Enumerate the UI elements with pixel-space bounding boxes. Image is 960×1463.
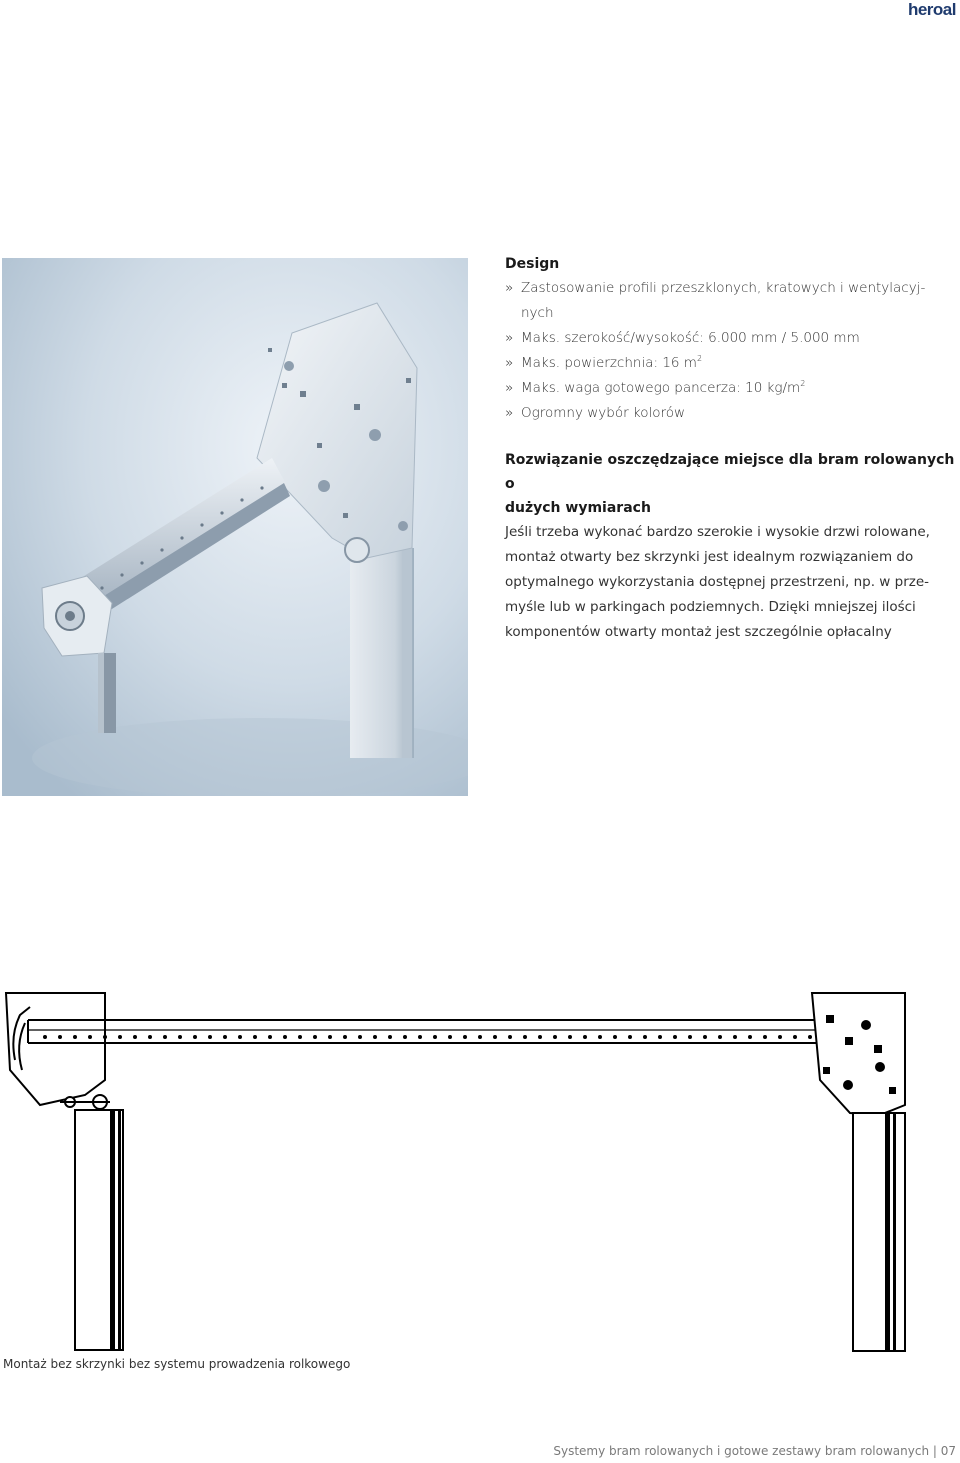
product-photo	[2, 258, 468, 796]
text-column	[505, 252, 955, 645]
bullet-marker: »	[505, 280, 514, 296]
list-item: nych	[521, 305, 554, 321]
bullet-marker: »	[505, 355, 514, 371]
heroal-logo: heroal	[907, 0, 956, 19]
list-item: » Zastosowanie profili przeszklonych, kratowych i wentylacyj-	[505, 276, 955, 301]
figure-caption: Montaż bez skrzynki bez systemu prowadzenia rolkowego	[3, 1357, 351, 1371]
body-line: optymalnego wykorzystania dostępnej przestrzeni, np. w prze-	[505, 574, 930, 590]
list-item: » Maks. waga gotowego pancerza: 10 $kg/m^2$	[505, 376, 955, 401]
list-item: » Maks. szerokość/wysokość: 6.000 mm / 5.000 mm	[505, 326, 955, 351]
bullet-marker: »	[505, 380, 514, 396]
design-heading: Design	[505, 256, 560, 272]
space-saving-section	[505, 448, 955, 645]
page-footer: Systemy bram rolowanych i gotowe zestawy bram rolowanych | 07	[553, 1444, 956, 1458]
product-photo-illustration	[2, 258, 468, 796]
section-heading-line: Rozwiązanie oszczędzające miejsce dla bram rolowanych o	[505, 452, 955, 492]
bullet-marker: »	[505, 405, 514, 421]
bullet-marker: »	[505, 330, 514, 346]
body-line: Jeśli trzeba wykonać bardzo szerokie i wysokie drzwi rolowane,	[505, 524, 930, 540]
technical-drawing-svg	[0, 985, 960, 1355]
section-body	[505, 520, 957, 645]
list-item: » Ogromny wybór kolorów	[505, 401, 955, 426]
technical-drawing	[0, 985, 960, 1355]
design-feature-list	[505, 276, 955, 426]
section-heading-line: dużych wymiarach	[505, 500, 651, 516]
body-line: myśle lub w parkingach podziemnych. Dzięki mniejszej ilości	[505, 599, 916, 615]
list-item: » Maks. powierzchnia: 16 $m^2$	[505, 351, 955, 376]
body-line: komponentów otwarty montaż jest szczególnie opłacalny	[505, 624, 892, 640]
body-line: montaż otwarty bez skrzynki jest idealnym rozwiązaniem do	[505, 549, 914, 565]
